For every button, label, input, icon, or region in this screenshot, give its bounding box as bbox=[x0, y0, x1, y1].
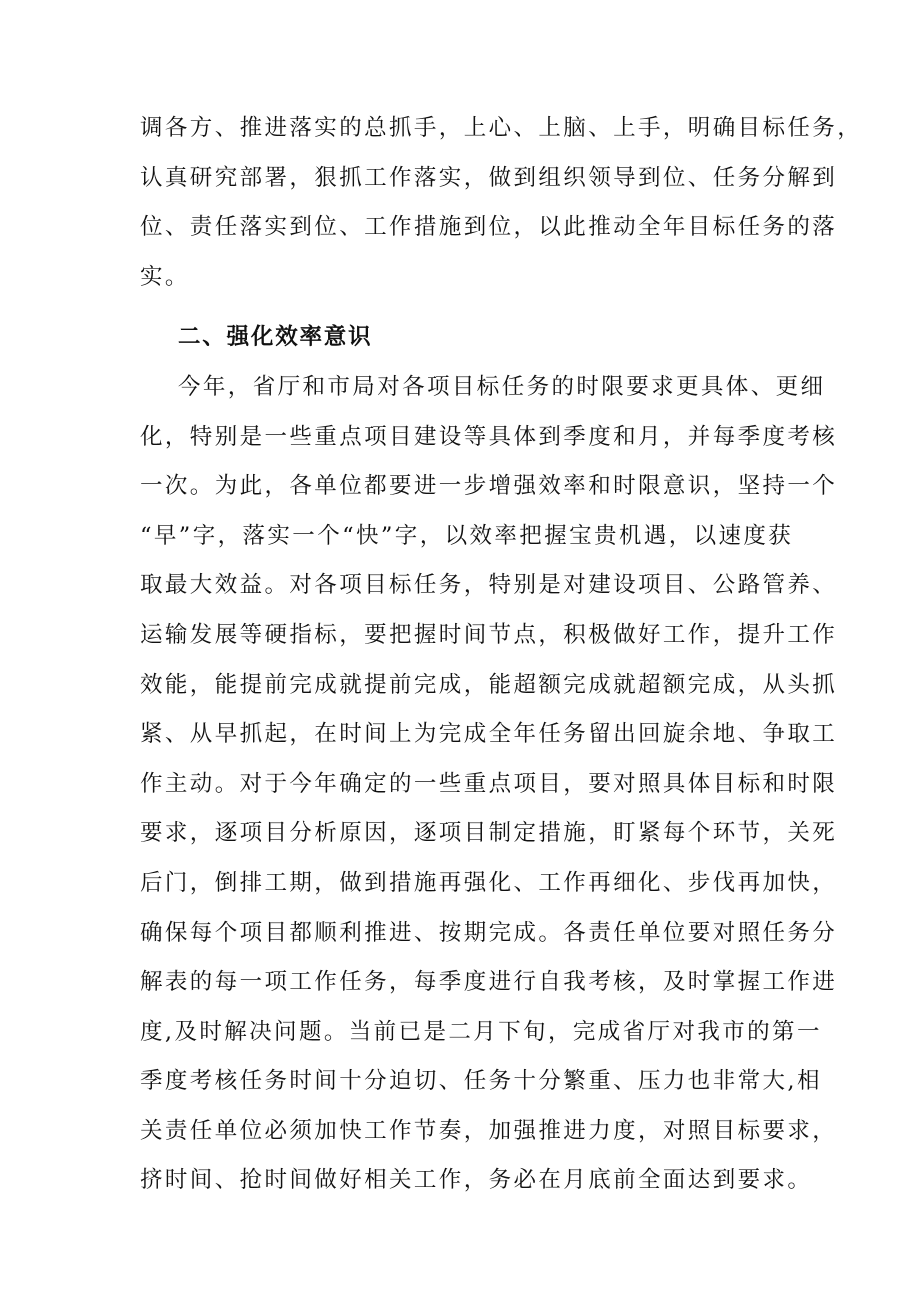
paragraph-line: 实。 bbox=[140, 263, 190, 290]
section-heading: 二、强化效率意识 bbox=[178, 324, 373, 351]
paragraph-efficiency bbox=[140, 363, 838, 1206]
paragraph-line: 紧、从早抓起，在时间上为完成全年任务留出回旋余地、争取工 bbox=[140, 721, 838, 748]
paragraph-line: 调各方、推进落实的总抓手，上心、上脑、上手，明确目标任务， bbox=[140, 115, 863, 141]
document-body bbox=[140, 104, 863, 1206]
paragraph-continued bbox=[140, 104, 863, 302]
paragraph-line: 要求，逐项目分析原因，逐项目制定措施，盯紧每个环节，关死 bbox=[140, 820, 838, 847]
paragraph-line: 化，特别是一些重点项目建设等具体到季度和月，并每季度考核 bbox=[140, 423, 838, 450]
paragraph-line: 关责任单位必须加快工作节奏，加强推进力度，对照目标要求， bbox=[140, 1117, 838, 1144]
paragraph-line: 今年，省厅和市局对各项目标任务的时限要求更具体、更细 bbox=[178, 373, 826, 400]
paragraph-line: 一次。为此，各单位都要进一步增强效率和时限意识，坚持一个 bbox=[140, 473, 838, 500]
paragraph-line: 确保每个项目都顺利推进、按期完成。各责任单位要对照任务分 bbox=[140, 919, 838, 946]
paragraph-line: 度,及时解决问题。当前已是二月下旬，完成省厅对我市的第一 bbox=[140, 1018, 822, 1045]
paragraph-line: “早”字，落实一个“快”字，以效率把握宝贵机遇，以速度获 bbox=[140, 522, 794, 549]
paragraph-line: 挤时间、抢时间做好相关工作，务必在月底前全面达到要求。 bbox=[140, 1167, 813, 1194]
paragraph-line: 解表的每一项工作任务，每季度进行自我考核，及时掌握工作进 bbox=[140, 969, 838, 996]
paragraph-line: 后门，倒排工期，做到措施再强化、工作再细化、步伐再加快， bbox=[140, 869, 838, 896]
paragraph-line: 位、责任落实到位、工作措施到位，以此推动全年目标任务的落 bbox=[140, 214, 838, 241]
paragraph-line: 取最大效益。对各项目标任务，特别是对建设项目、公路管养、 bbox=[140, 572, 838, 599]
paragraph-line: 认真研究部署，狠抓工作落实，做到组织领导到位、任务分解到 bbox=[140, 164, 838, 191]
paragraph-line: 作主动。对于今年确定的一些重点项目，要对照具体目标和时限 bbox=[140, 770, 838, 797]
paragraph-line: 季度考核任务时间十分迫切、任务十分繁重、压力也非常大,相 bbox=[140, 1068, 822, 1095]
paragraph-line: 运输发展等硬指标，要把握时间节点，积极做好工作，提升工作 bbox=[140, 621, 838, 648]
paragraph-line: 效能，能提前完成就提前完成，能超额完成就超额完成，从头抓 bbox=[140, 671, 838, 698]
